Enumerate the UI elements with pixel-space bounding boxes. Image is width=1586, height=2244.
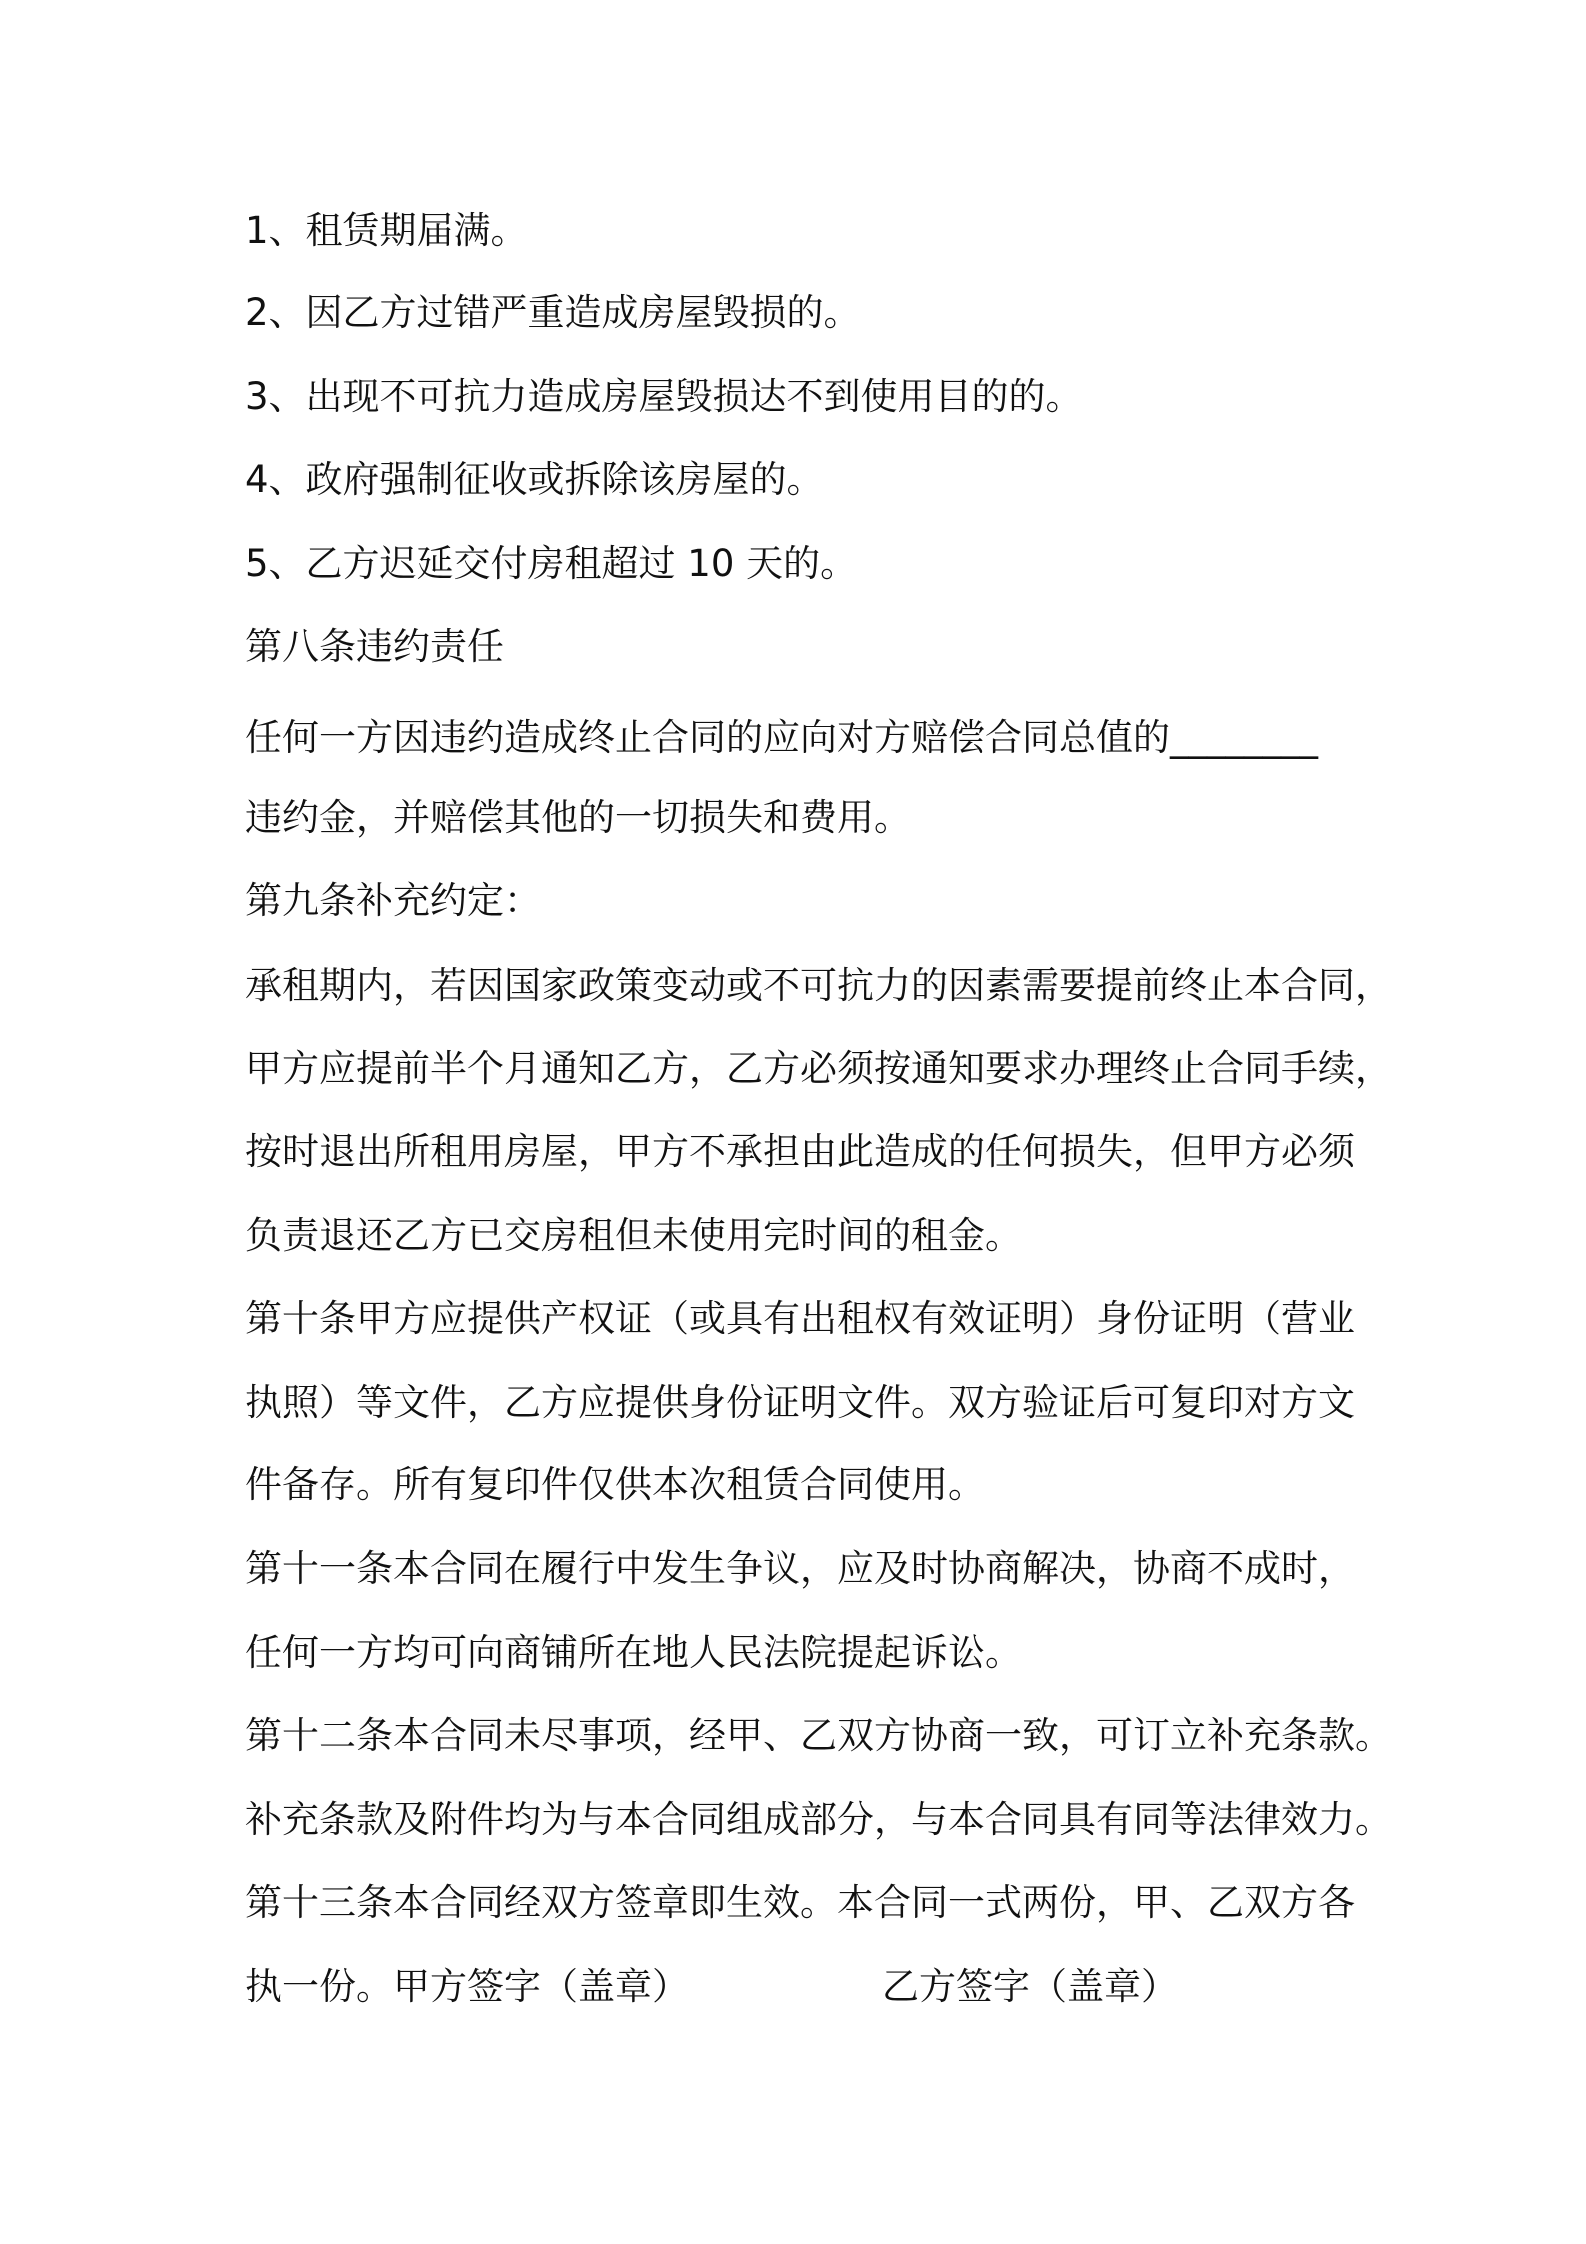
article-12-text-line: 补充条款及附件均为与本合同组成部分，与本合同具有同等法律效力。 <box>245 1798 1392 1841</box>
termination-condition-1: 1、租赁期届满。 <box>245 209 528 252</box>
article-11-text-line: 任何一方均可向商铺所在地人民法院提起诉讼。 <box>245 1631 1022 1674</box>
termination-condition-2: 2、因乙方过错严重造成房屋毁损的。 <box>245 291 861 334</box>
article-10-text-line: 件备存。所有复印件仅供本次租赁合同使用。 <box>245 1463 985 1506</box>
article-8-text-line: 违约金，并赔偿其他的一切损失和费用。 <box>245 796 911 839</box>
termination-condition-4: 4、政府强制征收或拆除该房屋的。 <box>245 458 824 501</box>
article-13-text-line: 第十三条本合同经双方签章即生效。本合同一式两份，甲、乙双方各 <box>245 1881 1355 1924</box>
article-11-text-line: 第十一条本合同在履行中发生争议，应及时协商解决，协商不成时， <box>245 1547 1355 1590</box>
article-9-text-line: 甲方应提前半个月通知乙方，乙方必须按通知要求办理终止合同手续， <box>245 1047 1392 1090</box>
article-9-text-line: 按时退出所租用房屋，甲方不承担由此造成的任何损失，但甲方必须 <box>245 1130 1355 1173</box>
article-10-text-line: 执照）等文件，乙方应提供身份证明文件。双方验证后可复印对方文 <box>245 1381 1355 1424</box>
article-12-text-line: 第十二条本合同未尽事项，经甲、乙双方协商一致，可订立补充条款。 <box>245 1714 1392 1757</box>
party-b-signature-label: 乙方签字（盖章） <box>882 1965 1178 2008</box>
signature-line <box>245 1962 1445 2012</box>
party-a-signature-label: 执一份。甲方签字（盖章） <box>245 1965 689 2008</box>
article-10-text-line: 第十条甲方应提供产权证（或具有出租权有效证明）身份证明（营业 <box>245 1297 1355 1340</box>
termination-condition-5: 5、乙方迟延交付房租超过 10 天的。 <box>245 542 858 585</box>
article-9-text-line: 负责退还乙方已交房租但未使用完时间的租金。 <box>245 1214 1022 1257</box>
article-9-heading: 第九条补充约定： <box>245 879 541 922</box>
article-8-heading: 第八条违约责任 <box>245 625 504 668</box>
article-9-text-line: 承租期内，若因国家政策变动或不可抗力的因素需要提前终止本合同， <box>245 964 1392 1007</box>
article-8-text-line: 任何一方因违约造成终止合同的应向对方赔偿合同总值的________ <box>245 716 1318 759</box>
termination-condition-3: 3、出现不可抗力造成房屋毁损达不到使用目的的。 <box>245 375 1083 418</box>
